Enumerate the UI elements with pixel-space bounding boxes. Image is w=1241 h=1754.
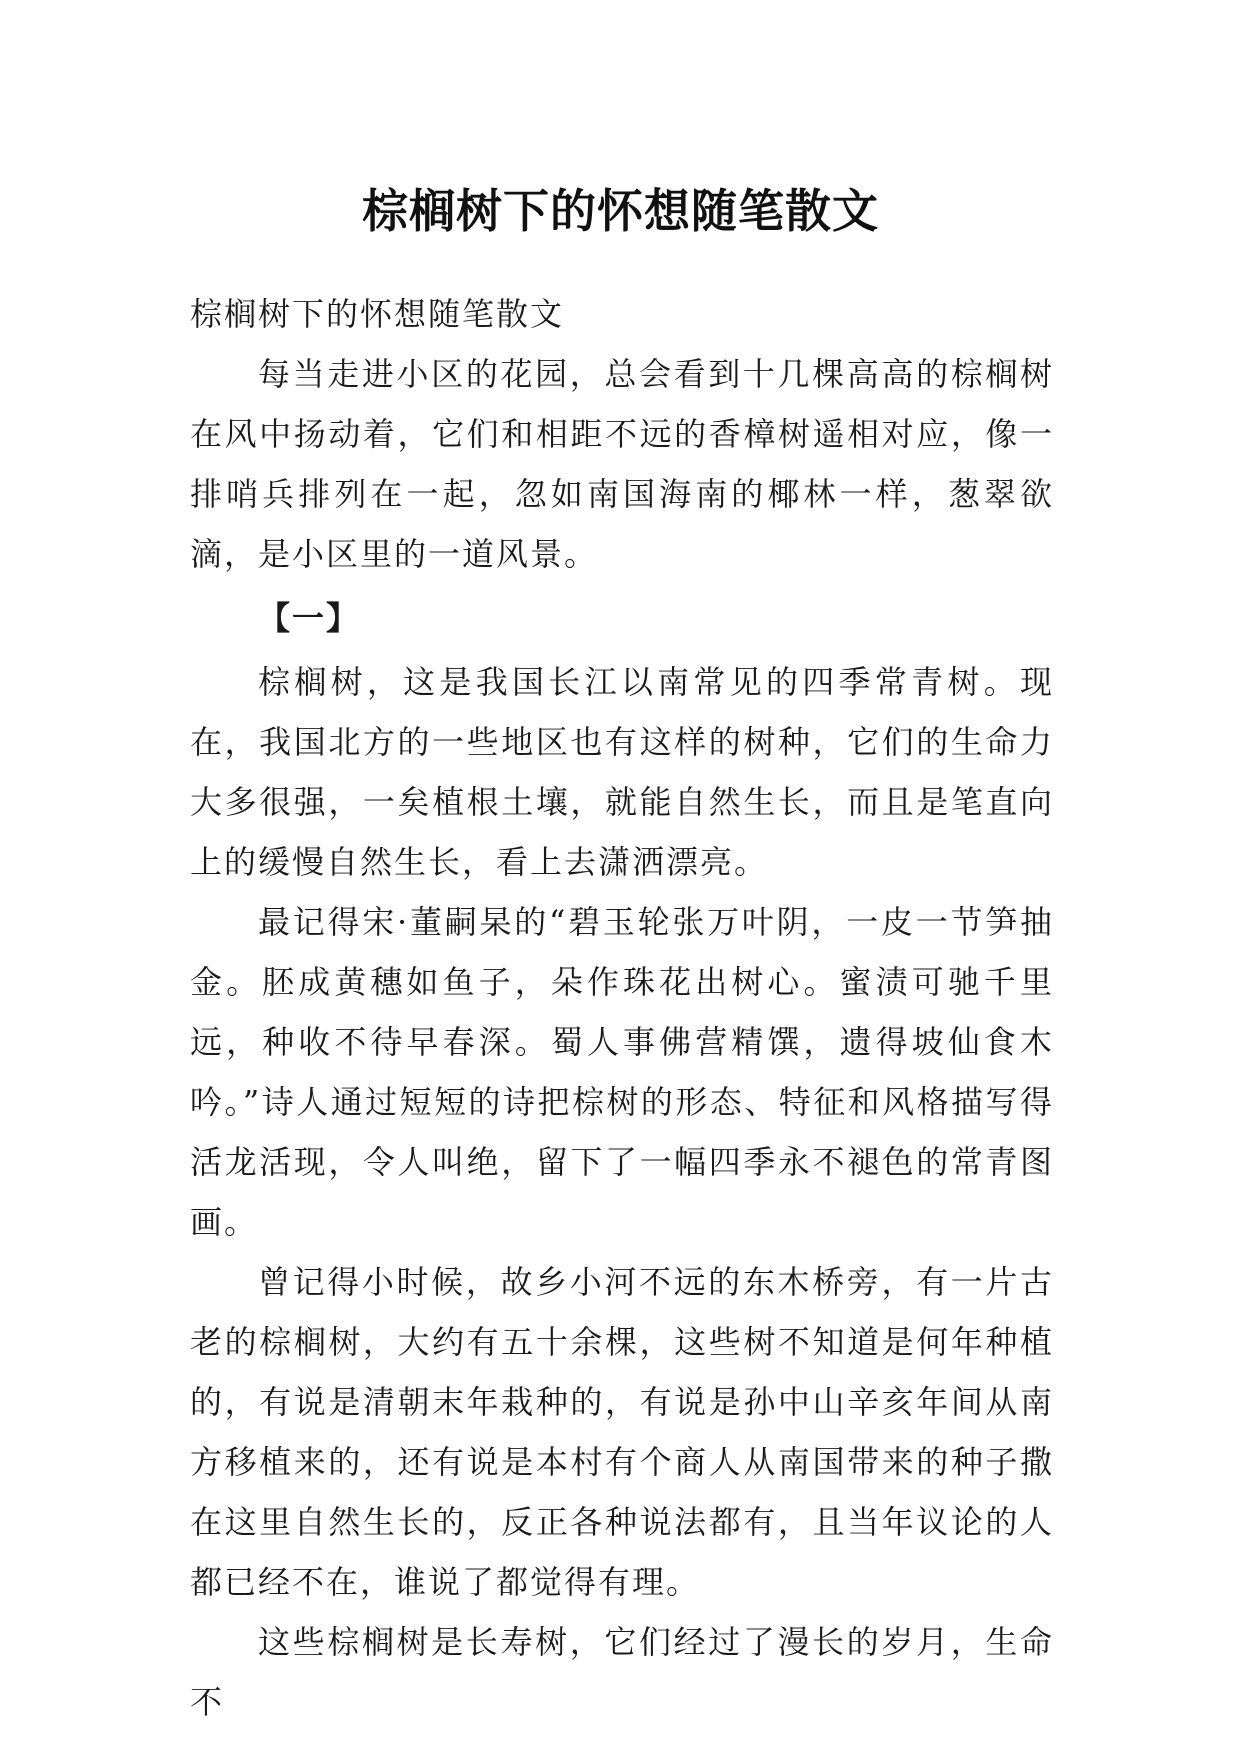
document-subtitle: 棕榈树下的怀想随笔散文 [190, 295, 565, 333]
document-title: 棕榈树下的怀想随笔散文 [362, 183, 879, 238]
paragraph: 这些棕榈树是长寿树，它们经过了漫长的岁月，生命不 [190, 1623, 1054, 1721]
paragraph-poem: 最记得宋·董嗣杲的“碧玉轮张万叶阴，一皮一节笋抽金。胚成黄穗如鱼子，朵作珠花出树心。蜜渍可驰千里远，种收不待早春深。蜀人事佛营精馔，遗得坡仙食木吟。”诗人通过短短的诗把棕树的形态、特征和风格描写得活龙活现，令人叫绝，留下了一幅四季永不褪色的常青图画。 [190, 903, 1054, 1241]
paragraph: 棕榈树，这是我国长江以南常见的四季常青树。现在，我国北方的一些地区也有这样的树种，它们的生命力大多很强，一矣植根土壤，就能自然生长，而且是笔直向上的缓慢自然生长，看上去潇洒漂亮。 [190, 663, 1054, 881]
section-heading: 【一】 [258, 599, 361, 637]
document-body [190, 284, 1054, 1732]
paragraph: 曾记得小时候，故乡小河不远的东木桥旁，有一片古老的棕榈树，大约有五十余棵，这些树不知道是何年种植的，有说是清朝末年栽种的，有说是孙中山辛亥年间从南方移植来的，还有说是本村有个商人从南国带来的种子撒在这里自然生长的，反正各种说法都有，且当年议论的人都已经不在，谁说了都觉得有理。 [190, 1263, 1054, 1601]
paragraph-intro: 每当走进小区的花园，总会看到十几棵高高的棕榈树在风中扬动着，它们和相距不远的香樟树遥相对应，像一排哨兵排列在一起，忽如南国海南的椰林一样，葱翠欲滴，是小区里的一道风景。 [190, 355, 1054, 573]
